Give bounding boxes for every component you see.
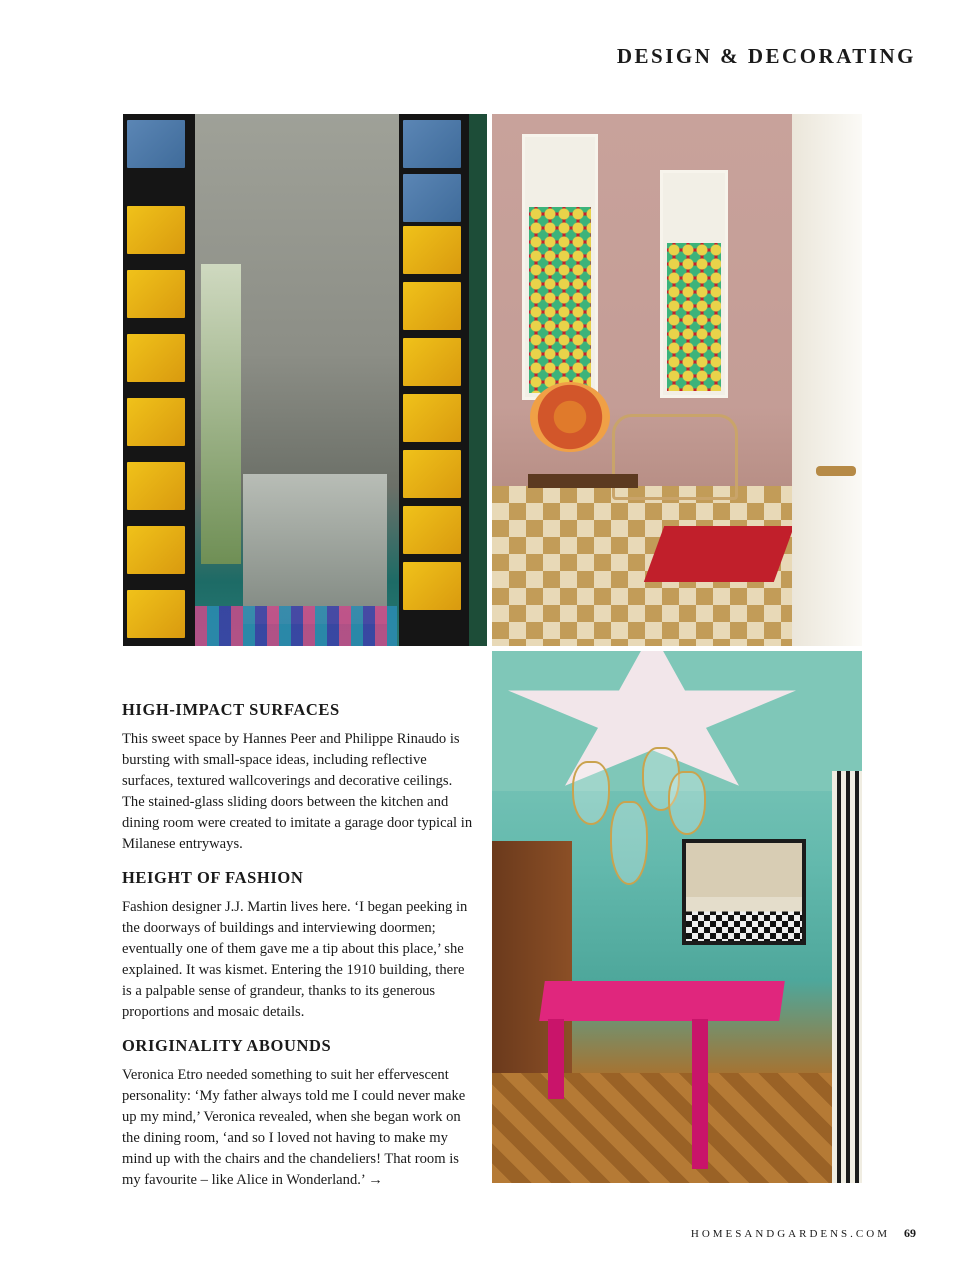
chandelier <box>668 771 706 835</box>
white-door <box>792 114 862 646</box>
stained-glass-window-left <box>522 134 598 400</box>
article-originality-abounds <box>122 1036 474 1191</box>
striped-curtain <box>832 771 862 1183</box>
section-title: DESIGN & DECORATING <box>616 44 916 68</box>
kitchen-rug <box>183 606 397 646</box>
stained-glass-window-right <box>660 170 728 398</box>
turquoise-dining-room-photo <box>492 651 862 1183</box>
red-rug <box>644 526 794 582</box>
flower-arrangement <box>530 382 610 452</box>
framed-artwork <box>682 839 806 945</box>
article-heading: HEIGHT OF FASHION <box>122 868 304 887</box>
article-height-of-fashion <box>122 868 474 1023</box>
stained-glass-door-right <box>399 114 471 646</box>
green-door-edge <box>469 114 487 646</box>
page-footer <box>691 1226 916 1241</box>
table-leg <box>692 1019 708 1169</box>
page-number: 69 <box>904 1226 916 1240</box>
website-url: HOMESANDGARDENS.COM <box>690 1228 890 1240</box>
article-body: Veronica Etro needed something to suit her effervescent personality: ‘My father always told me I could never make up my mind,’ Veronica revealed, when she began work on the dining room, ‘and so I loved not having to make my mind up with the chairs and the chandeliers! That room is my favourite – like Alice in Wonderland.’ → <box>122 1067 466 1188</box>
chandelier <box>610 801 648 885</box>
article-body: Fashion designer J.J. Martin lives here. ‘I began peeking in the doorways of buildings and interviewing doormen; eventually one of them gave me a tip about this place,’ she explained. It was kismet. Entering the 1910 building, there is a palpable sense of grandeur, thanks to its generous proportions and mosaic details. <box>122 899 468 1020</box>
article-body: This sweet space by Hannes Peer and Philippe Rinaudo is bursting with small-space ideas, including reflective surfaces, textured wallcoverings and decorative ceilings. The stained-glass sliding doors between the kitchen and dining room were created to imitate a garage door typical in Milanese entryways. <box>122 731 473 852</box>
stained-glass-door-left <box>123 114 195 646</box>
kitchen-stained-glass-photo <box>123 114 487 646</box>
article-heading: ORIGINALITY ABOUNDS <box>122 1036 332 1055</box>
kitchen-window <box>201 264 241 564</box>
pink-dining-table <box>539 981 785 1021</box>
console-table <box>528 474 638 646</box>
brass-door-handle <box>816 466 856 476</box>
article-heading: HIGH-IMPACT SURFACES <box>122 700 340 719</box>
pink-hallway-photo <box>492 114 862 646</box>
article-high-impact-surfaces <box>122 700 474 855</box>
kitchen-counter <box>243 474 387 624</box>
table-leg <box>548 1019 564 1099</box>
chandelier <box>572 761 610 825</box>
